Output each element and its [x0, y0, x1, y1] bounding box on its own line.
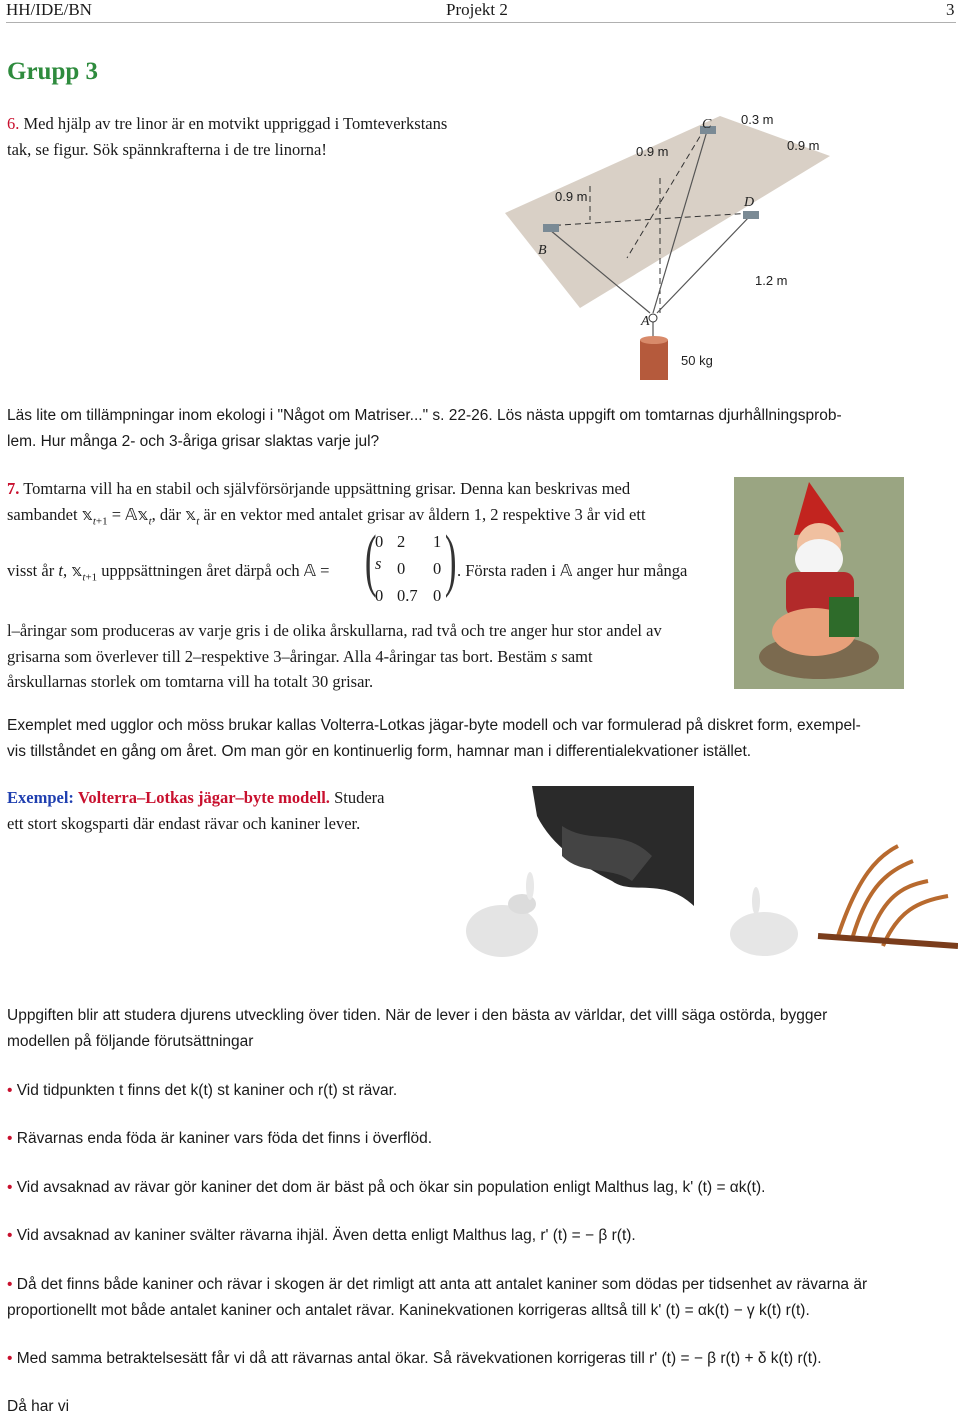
footer-text: Då har vi — [7, 1398, 70, 1415]
dim-0-9-left: 0.9 m — [555, 189, 588, 204]
task6-line2: tak, se figur. Sök spännkrafterna i de tre linorna! — [7, 139, 327, 159]
example-block — [7, 785, 447, 836]
task-para-line2: modellen på följande förutsättningar — [7, 1032, 254, 1050]
page-title: Grupp 3 — [7, 58, 99, 85]
weight-top — [640, 336, 668, 344]
header-page-number: 3 — [946, 0, 955, 19]
task7-line6: årskullarnas storlek om tomtarna vill ha totalt 30 grisar. — [7, 672, 374, 691]
task7-line1: Tomtarna vill ha en stabil och självförsörjande uppsättning grisar. Denna kan beskrivas med — [19, 479, 631, 498]
task7-line3-end: . Första raden i 𝔸 anger hur många — [457, 561, 688, 580]
intro-line2: lem. Hur många 2- och 3-åriga grisar slaktas varje jul? — [7, 432, 380, 450]
bullet-marker: • — [7, 1179, 13, 1196]
weight-body — [640, 340, 668, 380]
task7-s-var: s — [550, 646, 558, 666]
intro-paragraph — [7, 403, 957, 454]
intro-line1: Läs lite om tillämpningar inom ekologi i "Något om Matriser..." s. 22-26. Lös nästa uppgift om tomtarnas djurhållningsprob- — [7, 407, 842, 424]
bullet-5-text-cont: proportionellt mot både antalet kaniner och antalet rävar. Kaninekvationen korrigeras alltså till k' (t) = αk(t) − γ k(t) r(t). — [7, 1301, 810, 1319]
task6-line1: Med hjälp av tre linor är en motvikt uppriggad i Tomteverkstans — [19, 114, 448, 133]
task7-line3: visst år t, 𝕩$_{t+1}$ upppsättningen året därpå och 𝔸 = — [7, 561, 330, 584]
matrix-cell-10: s — [375, 554, 382, 573]
bullet-2 — [7, 1126, 957, 1152]
matrix-cell-22: 0 — [433, 586, 442, 605]
bullet-5-text: Då det finns både kaniner och rävar i skogen är det rimligt att anta att antalet kaniner som dödas per tidsenhet av rävarna är — [16, 1276, 868, 1293]
label-d: D — [744, 195, 755, 210]
task7-number: 7. — [7, 479, 20, 498]
task7-line4: l–åringar som produceras av varje gris i de olika årskullarna, rad två och tre anger hur stor andel av — [7, 621, 662, 640]
matrix-left-paren: ( — [364, 522, 377, 599]
bullet-4-text: Vid avsaknad av kaniner svälter rävarna ihjäl. Även detta enligt Malthus lag, r' (t) = − β r(t). — [16, 1227, 636, 1244]
dim-0-9-top: 0.9 m — [636, 144, 669, 159]
bullet-1-text: Vid tidpunkten t finns det k(t) st kaniner och r(t) st rävar. — [16, 1082, 398, 1099]
bullet-6-text: Med samma betraktelsesätt får vi då att rävarnas antal ökar. Så rävekvationen korrigeras till r' (t) = − β r(t) + δ k(t) r(t). — [16, 1350, 822, 1367]
task7-tail — [7, 618, 727, 695]
example-rest1: Studera — [329, 788, 385, 807]
header-left: HH/IDE/BN — [6, 0, 92, 19]
task7-line3-c: . Första raden i — [457, 561, 561, 580]
gnome-illustration — [734, 477, 904, 689]
dim-0-9-right: 0.9 m — [787, 138, 820, 153]
dim-1-2: 1.2 m — [755, 273, 788, 288]
page-header — [0, 0, 960, 22]
label-c: C — [702, 117, 712, 132]
header-center: Projekt 2 — [446, 0, 508, 19]
eq-xt: 𝕩$_t$ — [185, 504, 200, 527]
example-rest2: ett stort skogsparti där endast rävar och kaniner lever. — [7, 813, 361, 833]
matrix-cell-12: 0 — [433, 559, 442, 578]
rigging-figure — [505, 108, 835, 388]
bullet-6 — [7, 1346, 957, 1372]
task7-line3-b: upppsättningen året därpå och — [97, 561, 304, 580]
skeleton-photo — [728, 786, 958, 978]
task6-number: 6. — [7, 114, 20, 133]
volterra-paragraph — [7, 713, 957, 764]
bullet-1 — [7, 1078, 957, 1104]
skeleton-illustration — [728, 786, 958, 978]
example-title: Volterra–Lotkas jägar–byte modell. — [78, 788, 330, 807]
task7-line2-a: sambandet — [7, 504, 82, 524]
task7-line3-d: anger hur många — [572, 561, 688, 580]
bullet-3-text: Vid avsaknad av rävar gör kaniner det dom är bäst på och ökar sin population enligt Malthus lag, k' (t) = αk(t). — [16, 1179, 766, 1196]
volterra-line2: vis tillståndet en gång om året. Om man gör en kontinuerlig form, hamnar man i differentialekvationer istället. — [7, 742, 752, 760]
example-label: Exempel: — [7, 788, 74, 807]
wolf-illustration — [462, 786, 694, 978]
bullet-5 — [7, 1272, 957, 1323]
matrix-right-paren: ) — [444, 522, 457, 599]
bullet-3 — [7, 1175, 957, 1201]
anchor-b — [543, 224, 559, 232]
task-para-line1: Uppgiften blir att studera djurens utveckling över tiden. När de lever i den bästa av världar, det villl säga ostörda, bygger — [7, 1007, 828, 1024]
label-b: B — [538, 243, 547, 258]
gnome-photo — [734, 477, 904, 689]
task7-line2-b: , där — [151, 504, 186, 524]
bullet-marker: • — [7, 1350, 13, 1367]
bullet-marker: • — [7, 1227, 13, 1244]
volterra-line1: Exemplet med ugglor och möss brukar kallas Volterra-Lotkas jägar-byte modell och var formulerad på diskret form, exempel- — [7, 717, 861, 734]
task7-line2-c: är en vektor med antalet grisar av åldern 1, 2 respektive 3 år vid ett — [199, 504, 646, 524]
mass-label: 50 kg — [681, 353, 713, 368]
bullet-marker: • — [7, 1130, 13, 1147]
matrix-A — [364, 522, 457, 607]
matrix-cell-00: 0 — [375, 532, 384, 551]
task7-line5-end: samt — [557, 646, 593, 666]
bullet-4 — [7, 1223, 957, 1249]
bullet-marker: • — [7, 1276, 13, 1293]
label-a: A — [641, 314, 650, 329]
eq-xt1: 𝕩$_{t+1}$ = 𝔸𝕩$_t$ — [81, 504, 152, 527]
wolf-photo — [462, 786, 694, 978]
header-rule — [6, 22, 956, 23]
matrix-cell-01: 2 — [397, 532, 406, 551]
anchor-d — [743, 211, 759, 219]
matrix-cell-21: 0.7 — [397, 586, 418, 605]
bullet-marker: • — [7, 1082, 13, 1099]
matrix-cell-02: 1 — [433, 532, 442, 551]
matrix-cell-11: 0 — [397, 559, 406, 578]
task7-line3-a: visst år — [7, 561, 59, 580]
matrix-cell-20: 0 — [375, 586, 384, 605]
bullet-2-text: Rävarnas enda föda är kaniner vars föda det finns i överflöd. — [16, 1130, 433, 1147]
task7-line5: grisarna som överlever till 2–respektive 3–åringar. Alla 4-åringar tas bort. Bestäm — [7, 646, 551, 666]
dim-0-3: 0.3 m — [741, 112, 774, 127]
task-paragraph — [7, 1003, 957, 1054]
ring-a — [649, 314, 657, 322]
task6-text — [7, 111, 527, 162]
